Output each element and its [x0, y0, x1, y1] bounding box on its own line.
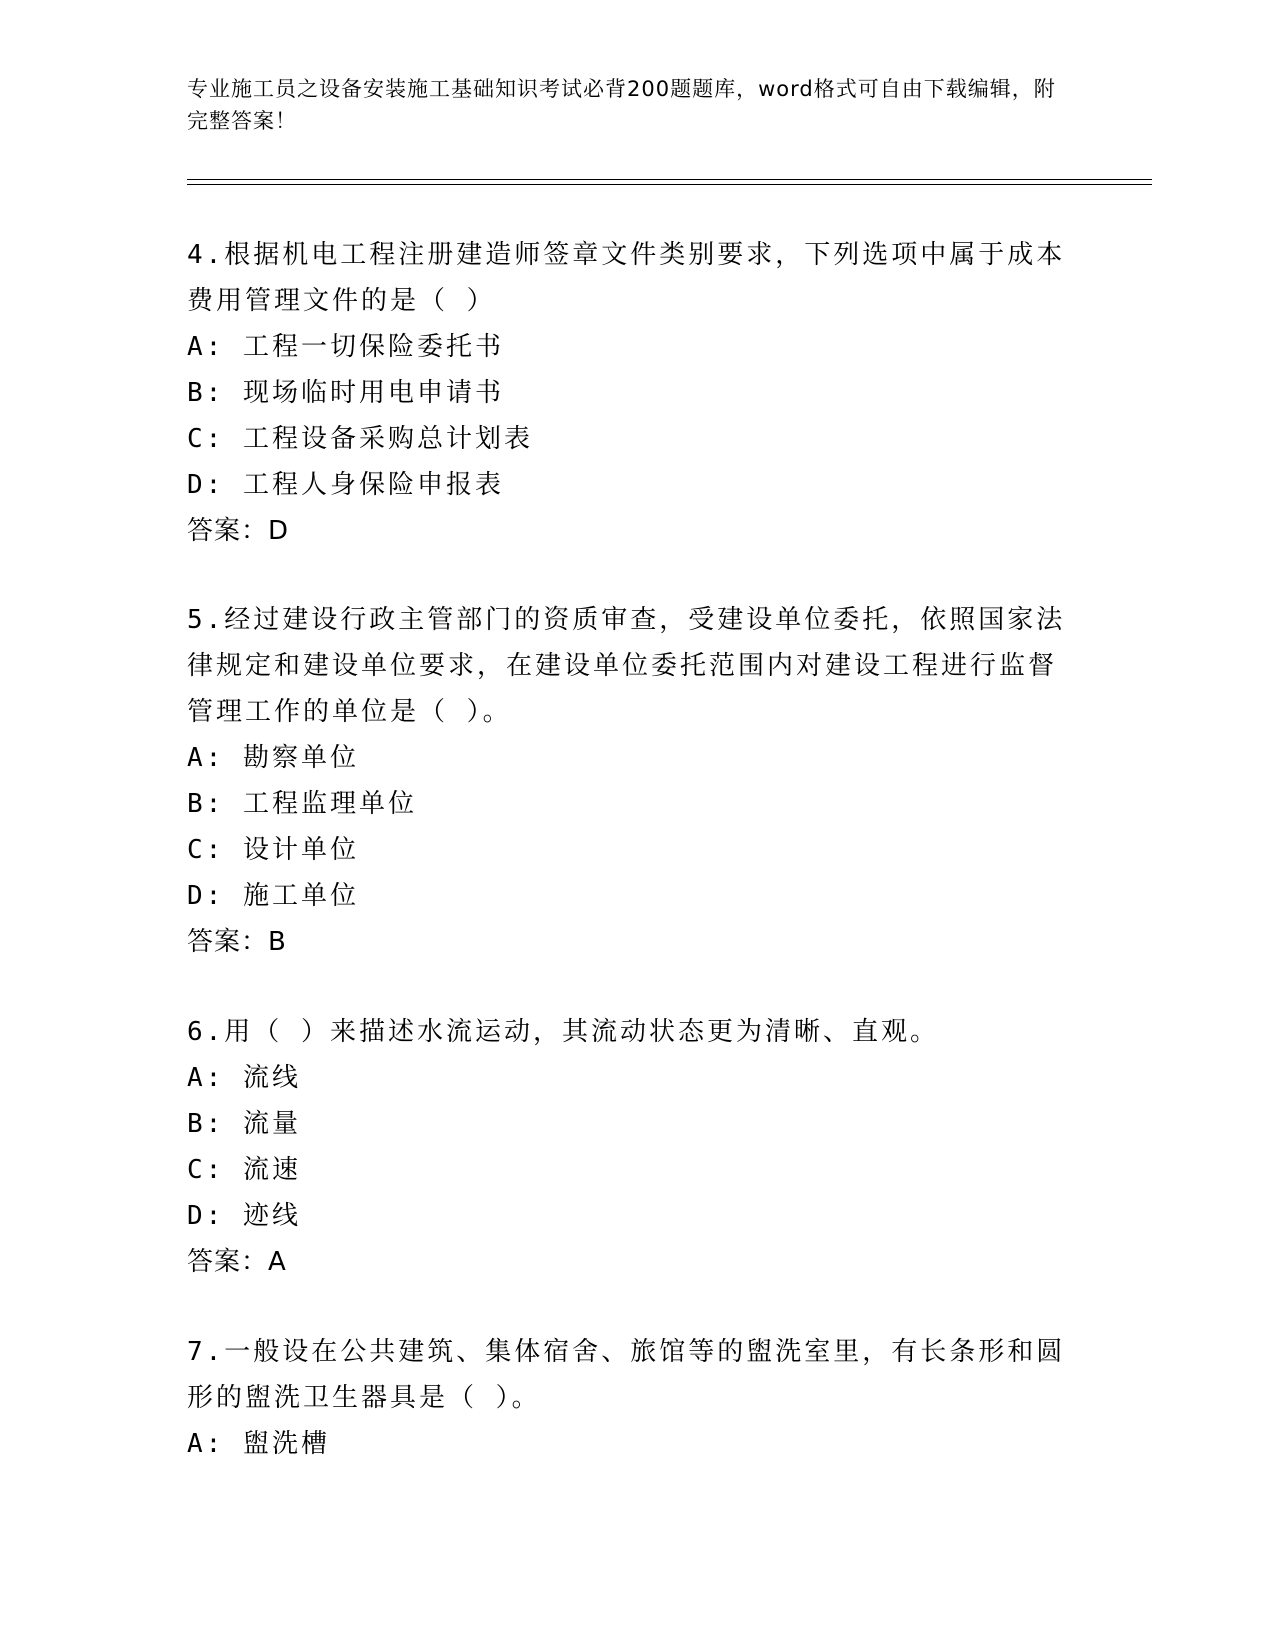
option-b: B: 流量 [187, 1109, 301, 1139]
option-a: A: 盥洗槽 [187, 1429, 330, 1459]
question-5 [187, 597, 1067, 965]
header-divider-top [187, 179, 1152, 180]
option-b: B: 现场临时用电申请书 [187, 378, 504, 408]
answer-line: 答案：A [187, 1247, 287, 1277]
option-c: C: 流速 [187, 1155, 301, 1185]
question-stem: 5.经过建设行政主管部门的资质审查，受建设单位委托，依照国家法律规定和建设单位要求，在建设单位委托范围内对建设工程进行监督管理工作的单位是（ ）。 [187, 605, 1066, 727]
option-b: B: 工程监理单位 [187, 789, 417, 819]
header-divider-bottom [187, 184, 1152, 185]
option-d: D: 工程人身保险申报表 [187, 470, 504, 500]
option-c: C: 工程设备采购总计划表 [187, 424, 533, 454]
answer-line: 答案：B [187, 927, 287, 957]
option-d: D: 施工单位 [187, 881, 359, 911]
option-a: A: 流线 [187, 1063, 301, 1093]
question-6 [187, 1009, 1067, 1285]
answer-line: 答案：D [187, 516, 290, 546]
question-4 [187, 232, 1067, 554]
question-stem: 7.一般设在公共建筑、集体宿舍、旅馆等的盥洗室里，有长条形和圆形的盥洗卫生器具是（ ）。 [187, 1337, 1066, 1413]
question-stem: 6.用（ ）来描述水流运动，其流动状态更为清晰、直观。 [187, 1017, 939, 1047]
option-a: A: 勘察单位 [187, 743, 359, 773]
question-7 [187, 1329, 1067, 1467]
option-a: A: 工程一切保险委托书 [187, 332, 504, 362]
option-c: C: 设计单位 [187, 835, 359, 865]
question-stem: 4.根据机电工程注册建造师签章文件类别要求，下列选项中属于成本费用管理文件的是（ ） [187, 240, 1066, 316]
option-d: D: 迹线 [187, 1201, 301, 1231]
document-header: 专业施工员之设备安装施工基础知识考试必背200题题库，word格式可自由下载编辑，附完整答案！ [187, 77, 1056, 133]
